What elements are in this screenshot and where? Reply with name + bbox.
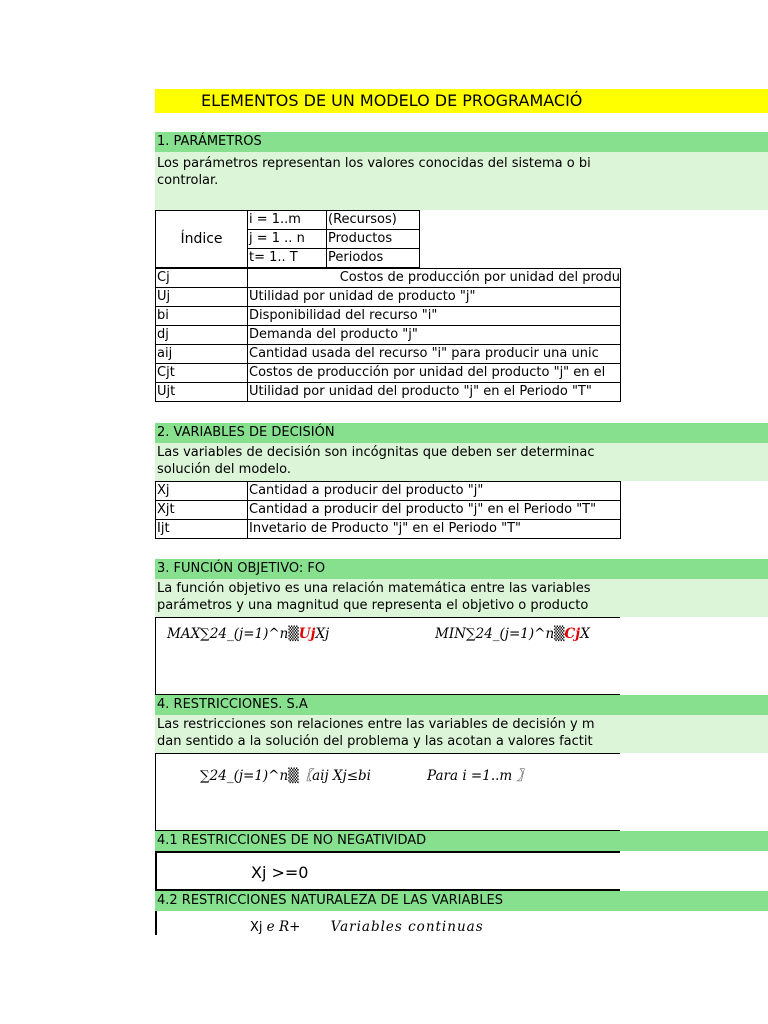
- parameter-symbol: Cjt: [156, 364, 248, 383]
- index-range: j = 1 .. n: [248, 230, 327, 249]
- variable-symbol: Xj: [156, 482, 248, 501]
- parameter-description: Cantidad usada del recurso "i" para producir una unic: [248, 345, 621, 364]
- description-line: parámetros y una magnitud que representa el objetivo o producto: [157, 598, 589, 613]
- description-line: controlar.: [157, 173, 219, 188]
- restriction-formula-range: Para i =1..m 〗: [427, 768, 531, 784]
- parameter-description: Costos de producción por unidad del produ: [248, 269, 621, 288]
- variables-table: [155, 481, 621, 539]
- parameter-description: Costos de producción por unidad del producto "j" en el: [248, 364, 621, 383]
- non-negativity-formula: Xj >=0: [251, 863, 309, 882]
- min-formula: MIN∑24_(j=1)^n▒CjX: [435, 626, 590, 642]
- parameter-symbol: Cj: [156, 269, 248, 288]
- spreadsheet-sheet: [155, 0, 768, 1024]
- variable-nature-box: [155, 911, 620, 935]
- parameter-description: Disponibilidad del recurso "i": [248, 307, 621, 326]
- variable-nature-formula: Xj e R+ Variables continuas: [250, 919, 484, 935]
- section-restrictions-description: [155, 715, 768, 753]
- section-objective-description: [155, 579, 768, 617]
- index-range: i = 1..m: [248, 211, 327, 230]
- section-objective-heading: 3. FUNCIÓN OBJETIVO: FO: [155, 559, 768, 579]
- description-line: dan sentido a la solución del problema y las acotan a valores factit: [157, 734, 593, 749]
- description-line: Las restricciones son relaciones entre las variables de decisión y m: [157, 717, 595, 732]
- index-table: [155, 210, 621, 268]
- parameter-table: [155, 268, 621, 402]
- parameter-symbol: Uj: [156, 288, 248, 307]
- index-meaning: (Recursos): [327, 211, 420, 230]
- variable-description: Cantidad a producir del producto "j": [248, 482, 621, 501]
- section-variables-heading: 2. VARIABLES DE DECISIÓN: [155, 423, 768, 443]
- parameter-description: Utilidad por unidad de producto "j": [248, 288, 621, 307]
- variable-symbol: Xjt: [156, 501, 248, 520]
- page-title: ELEMENTOS DE UN MODELO DE PROGRAMACIÓ: [155, 89, 768, 113]
- parameter-symbol: Ujt: [156, 383, 248, 402]
- section-parametros-heading: 1. PARÁMETROS: [155, 132, 768, 152]
- non-negativity-box: [155, 851, 620, 891]
- section-parametros-description: [155, 152, 768, 210]
- section-restrictions-heading: 4. RESTRICCIONES. S.A: [155, 695, 768, 715]
- max-formula: MAX∑24_(j=1)^n▒UjXj: [167, 626, 330, 642]
- variable-symbol: Ijt: [156, 520, 248, 539]
- section-variables-description: [155, 443, 768, 481]
- parameter-description: Utilidad por unidad del producto "j" en el Periodo "T": [248, 383, 621, 402]
- parameter-symbol: aij: [156, 345, 248, 364]
- description-line: La función objetivo es una relación matemática entre las variables: [157, 581, 591, 596]
- variable-description: Cantidad a producir del producto "j" en el Periodo "T": [248, 501, 621, 520]
- description-line: Las variables de decisión son incógnitas que deben ser determinac: [157, 445, 595, 460]
- description-line: solución del modelo.: [157, 462, 291, 477]
- variable-description: Invetario de Producto "j" en el Periodo "T": [248, 520, 621, 539]
- parameter-description: Demanda del producto "j": [248, 326, 621, 345]
- section-non-negativity-heading: 4.1 RESTRICCIONES DE NO NEGATIVIDAD: [155, 831, 768, 851]
- index-label: Índice: [156, 211, 248, 268]
- parameter-symbol: dj: [156, 326, 248, 345]
- objective-function-box: [155, 617, 620, 695]
- section-variable-nature-heading: 4.2 RESTRICCIONES NATURALEZA DE LAS VARIABLES: [155, 891, 768, 911]
- parameter-symbol: bi: [156, 307, 248, 326]
- restriction-formula-sum: ∑24_(j=1)^n▒〖aij Xj≤bi: [200, 768, 371, 784]
- description-line: Los parámetros representan los valores conocidas del sistema o bi: [157, 156, 591, 171]
- index-meaning: Periodos: [327, 249, 420, 268]
- restriction-formula-box: [155, 753, 620, 831]
- index-meaning: Productos: [327, 230, 420, 249]
- index-range: t= 1.. T: [248, 249, 327, 268]
